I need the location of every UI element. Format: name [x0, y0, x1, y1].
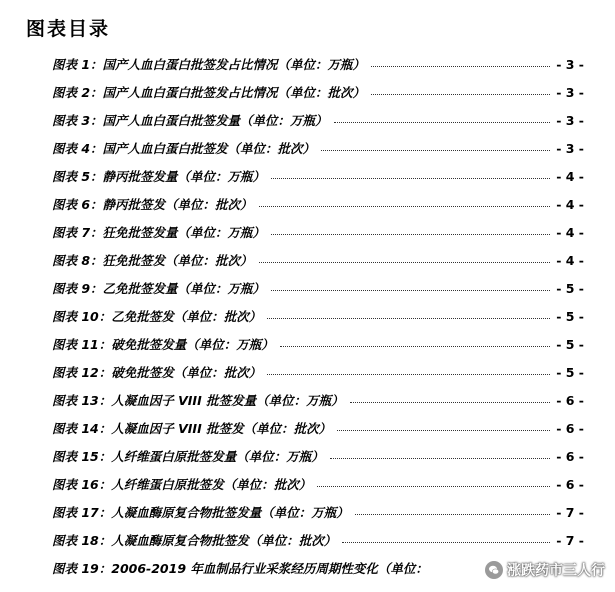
- toc-leader: [330, 458, 550, 459]
- toc-entry-page: - 6 -: [556, 392, 584, 408]
- toc-entry-page: - 7 -: [556, 504, 584, 520]
- toc-entry-page: - 5 -: [556, 308, 584, 324]
- toc-entry[interactable]: [52, 218, 584, 246]
- toc-entry-label: 图表 15：人纤维蛋白原批签发量（单位：万瓶）: [52, 449, 324, 464]
- toc-leader: [259, 262, 551, 263]
- toc-entry[interactable]: [52, 526, 584, 554]
- toc-entry-label: 图表 11：破免批签发量（单位：万瓶）: [52, 337, 274, 352]
- toc-entry-page: - 7 -: [556, 532, 584, 548]
- toc-entry-label: 图表 12：破免批签发（单位：批次）: [52, 365, 262, 380]
- toc-leader: [350, 402, 551, 403]
- toc-leader: [334, 122, 551, 123]
- wechat-icon: [485, 561, 503, 579]
- toc-leader: [317, 486, 550, 487]
- toc-entry[interactable]: [52, 302, 584, 330]
- watermark-text: 涨跌药市三人行: [507, 563, 605, 579]
- toc-leader: [271, 234, 550, 235]
- toc-entry[interactable]: [52, 162, 584, 190]
- toc-leader: [342, 542, 550, 543]
- toc-entry-label: 图表 17：人凝血酶原复合物批签发量（单位：万瓶）: [52, 505, 349, 520]
- toc-entry-label: 图表 2：国产人血白蛋白批签发占比情况（单位：批次）: [52, 85, 366, 100]
- toc-leader: [267, 374, 550, 375]
- toc-entry-label: 图表 18：人凝血酶原复合物批签发（单位：批次）: [52, 533, 337, 548]
- toc-entry-label: 图表 10：乙免批签发（单位：批次）: [52, 309, 262, 324]
- toc-entry-page: - 4 -: [556, 224, 584, 240]
- toc-leader: [280, 346, 550, 347]
- toc-leader: [371, 66, 550, 67]
- toc-entry[interactable]: [52, 358, 584, 386]
- watermark: [485, 560, 605, 580]
- toc-entry-label: 图表 19：2006-2019 年血制品行业采浆经历周期性变化（单位：: [52, 561, 428, 576]
- toc-leader: [271, 290, 550, 291]
- toc-leader: [337, 430, 550, 431]
- toc-entry-label: 图表 13：人凝血因子 VIII 批签发量（单位：万瓶）: [52, 393, 344, 408]
- toc-list: [52, 50, 584, 582]
- toc-entry-page: - 3 -: [556, 140, 584, 156]
- toc-entry-label: 图表 9：乙免批签发量（单位：万瓶）: [52, 281, 266, 296]
- toc-entry-label: 图表 8：狂免批签发（单位：批次）: [52, 253, 253, 268]
- toc-entry-page: - 6 -: [556, 420, 584, 436]
- toc-entry[interactable]: [52, 274, 584, 302]
- toc-entry-label: 图表 14：人凝血因子 VIII 批签发（单位：批次）: [52, 421, 332, 436]
- toc-entry[interactable]: [52, 106, 584, 134]
- toc-entry[interactable]: [52, 498, 584, 526]
- toc-entry-label: 图表 6：静丙批签发（单位：批次）: [52, 197, 253, 212]
- toc-entry[interactable]: [52, 190, 584, 218]
- toc-entry-label: 图表 5：静丙批签发量（单位：万瓶）: [52, 169, 266, 184]
- toc-entry-page: - 3 -: [556, 56, 584, 72]
- toc-entry[interactable]: [52, 470, 584, 498]
- toc-leader: [267, 318, 550, 319]
- toc-entry[interactable]: [52, 414, 584, 442]
- toc-entry-page: - 4 -: [556, 196, 584, 212]
- toc-entry-page: - 6 -: [556, 448, 584, 464]
- toc-leader: [271, 178, 550, 179]
- toc-entry-label: 图表 4：国产人血白蛋白批签发（单位：批次）: [52, 141, 316, 156]
- toc-entry[interactable]: [52, 386, 584, 414]
- toc-entry[interactable]: [52, 78, 584, 106]
- toc-entry-page: - 5 -: [556, 280, 584, 296]
- toc-entry[interactable]: [52, 442, 584, 470]
- toc-entry-label: 图表 1：国产人血白蛋白批签发占比情况（单位：万瓶）: [52, 57, 366, 72]
- toc-leader: [321, 150, 550, 151]
- toc-entry-page: - 5 -: [556, 364, 584, 380]
- toc-entry[interactable]: [52, 50, 584, 78]
- toc-entry-page: - 3 -: [556, 84, 584, 100]
- toc-entry-label: 图表 7：狂免批签发量（单位：万瓶）: [52, 225, 266, 240]
- toc-leader: [371, 94, 550, 95]
- toc-entry[interactable]: [52, 330, 584, 358]
- toc-leader: [259, 206, 551, 207]
- toc-entry-page: - 5 -: [556, 336, 584, 352]
- toc-leader: [355, 514, 550, 515]
- toc-entry[interactable]: [52, 246, 584, 274]
- toc-entry-page: - 4 -: [556, 252, 584, 268]
- toc-entry-label: 图表 16：人纤维蛋白原批签发（单位：批次）: [52, 477, 312, 492]
- toc-entry[interactable]: [52, 134, 584, 162]
- toc-entry-label: 图表 3：国产人血白蛋白批签发量（单位：万瓶）: [52, 113, 328, 128]
- toc-entry-page: - 6 -: [556, 476, 584, 492]
- toc-entry-page: - 3 -: [556, 112, 584, 128]
- toc-title: 图表目录: [26, 18, 111, 40]
- toc-entry-page: - 4 -: [556, 168, 584, 184]
